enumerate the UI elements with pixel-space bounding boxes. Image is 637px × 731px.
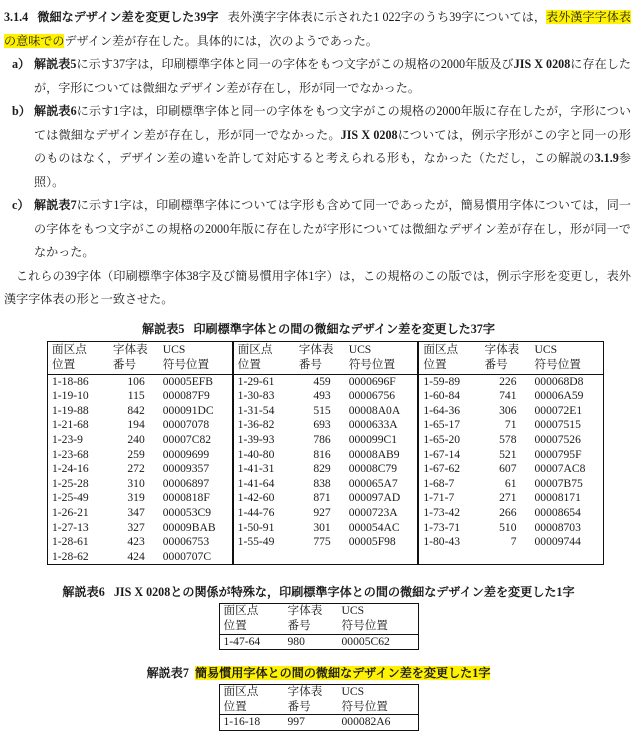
table-cell: 1-18-86: [52, 374, 89, 388]
table-row: [419, 521, 603, 536]
table-cell: 00009BAB: [162, 520, 216, 534]
ref-table5: 解説表5: [34, 57, 77, 71]
table-cell: 327: [127, 520, 145, 534]
list-body-b: [34, 100, 631, 194]
table-cell: 00005EFB: [162, 374, 213, 388]
list-body-a: [34, 53, 631, 100]
list-item: [0, 100, 637, 194]
table-row: [234, 477, 418, 492]
list-marker-b: b）: [12, 104, 31, 118]
table-cell: 106: [127, 374, 145, 388]
table6-header-col2-line2: 番号: [284, 619, 338, 634]
table6-header-col2-line1: 字体表: [287, 604, 323, 618]
table7-header-col2-line2: 番号: [284, 700, 338, 715]
table-cell: 00007AC8: [534, 462, 586, 476]
table6-header-col1-line1: 面区点: [223, 604, 259, 618]
table5-block-3: [418, 341, 604, 566]
table-cell: 347: [127, 506, 145, 520]
table6-header-col3-line1: UCS: [341, 604, 365, 618]
table-cell: 00007078: [162, 418, 210, 432]
intro-text-part1: 表外漢字字体表に示された1 022字のうち39字については，: [227, 10, 547, 24]
table-row: [48, 477, 232, 492]
table-cell: 00009744: [534, 535, 581, 549]
table-cell: 521: [499, 447, 517, 461]
table-cell: 00008C79: [348, 462, 398, 476]
table-cell: 1-25-49: [52, 491, 89, 505]
table-cell: 000053C9: [162, 506, 212, 520]
table-cell: 000097AD: [348, 491, 401, 505]
table-row: [419, 374, 603, 389]
table-cell: 1-27-13: [52, 520, 89, 534]
table-cell: 1-64-36: [423, 403, 461, 417]
table6-caption-text: JIS X 0208との関係が特殊な，印刷標準字体との間の微細なデザイン差を変更した1字: [113, 585, 575, 600]
table-cell: 00006897: [162, 476, 210, 490]
table-cell: 0000707C: [162, 549, 212, 563]
table-cell: 00006753: [162, 535, 210, 549]
table-cell: 842: [127, 403, 145, 417]
table-cell: 980: [287, 634, 305, 648]
table7-wrap: [0, 684, 637, 731]
table5-header-col3-line1: UCS: [534, 342, 558, 356]
table-cell: 259: [127, 447, 145, 461]
table-cell: 1-40-80: [237, 447, 275, 461]
table-cell: 000082A6: [341, 715, 391, 729]
table7-header-col2-line1: 字体表: [287, 685, 323, 699]
section-3-1-4-paragraph: [0, 0, 637, 53]
table-row: [48, 462, 232, 477]
table-cell: 1-26-21: [52, 506, 89, 520]
table5-header-col1-line1: 面区点: [52, 342, 87, 356]
table-cell: 115: [127, 389, 145, 403]
table-row-empty: [419, 550, 603, 565]
table-cell: 301: [313, 520, 331, 534]
ref-section-3-1-9: 3.1.9: [594, 151, 619, 165]
table-cell: 838: [313, 476, 331, 490]
table-cell: 000068D8: [534, 374, 584, 388]
item-b-text-1: に示す1字は，印刷標準字体と同一の字体をもつ文字がこの規格の2000年版に存在したが，字形については微細なデザイン差が存在し，形が同一でなかった。: [34, 104, 631, 142]
table-row: [234, 491, 418, 506]
table7-header-col1-line2: 位置: [220, 700, 284, 715]
table-cell: 319: [127, 491, 145, 505]
table-cell: 7: [510, 535, 517, 549]
table-row: [419, 462, 603, 477]
table-cell: 0000818F: [162, 491, 210, 505]
table-cell: 00007C82: [162, 433, 212, 447]
table-cell-empty: [419, 550, 476, 565]
table-cell-empty: [234, 550, 291, 565]
table-cell-empty: [476, 550, 530, 565]
table-row: [48, 389, 232, 404]
table6-body: [220, 634, 418, 649]
table-cell: 266: [499, 506, 517, 520]
list-item: [0, 53, 637, 100]
table-cell: 0000723A: [348, 506, 398, 520]
table7-body: [220, 715, 418, 730]
table5-band: [0, 341, 637, 566]
table-row: [234, 433, 418, 448]
table-cell: 00008654: [534, 506, 581, 520]
table5-header-col1-line2: 位置: [234, 357, 291, 374]
table-row: [419, 389, 603, 404]
section-number: 3.1.4: [4, 10, 29, 24]
table6-caption: [0, 583, 637, 601]
table-row: [220, 634, 418, 649]
table-cell: 1-41-64: [237, 476, 275, 490]
table-cell: 1-28-61: [52, 535, 89, 549]
table-cell: 0000795F: [534, 447, 582, 461]
table-cell: 306: [499, 403, 517, 417]
table-cell: 1-50-91: [237, 520, 275, 534]
table-cell: 1-31-54: [237, 403, 275, 417]
table-cell: 1-21-68: [52, 418, 89, 432]
table5-caption: [0, 320, 637, 338]
table-cell: 1-41-31: [237, 462, 275, 476]
table-row: [234, 535, 418, 550]
table-cell: 226: [499, 374, 517, 388]
item-c-text-1: に示す1字は，印刷標準字体については字形も含めて同一であったが，簡易慣用字体については，同一の字体をもつ文字がこの規格の2000年版に存在したが字形については微細なデザイン差が存在し，形が同一でなかった。: [34, 198, 631, 259]
table-cell: 1-68-7: [423, 476, 455, 490]
table-row: [234, 448, 418, 463]
table-cell: 000091DC: [162, 403, 214, 417]
table-cell: 1-65-20: [423, 433, 461, 447]
table-cell: 1-16-18: [223, 715, 261, 729]
table-row: [419, 506, 603, 521]
table-cell: 829: [313, 462, 331, 476]
table-cell: 1-29-61: [237, 374, 275, 388]
table5-header-col2-line1: 字体表: [298, 342, 334, 356]
table-row: [48, 506, 232, 521]
table5-block-2: [233, 341, 419, 566]
table5-header-col3-line2: 符号位置: [345, 357, 418, 374]
table-cell: 00007B75: [534, 476, 583, 490]
table-cell: 423: [127, 535, 145, 549]
table-cell: 816: [313, 447, 331, 461]
list-marker-a: a）: [12, 57, 31, 71]
ref-jis-x-0208: JIS X 0208: [513, 57, 571, 71]
list-item: [0, 194, 637, 265]
table5-header-col2-line2: 番号: [291, 357, 345, 374]
table6-wrap: [0, 603, 637, 650]
table-cell: 271: [499, 491, 517, 505]
table-cell: 000072E1: [534, 403, 583, 417]
table-cell: 1-24-16: [52, 462, 89, 476]
table-cell: 1-71-7: [423, 491, 455, 505]
table5-header-col2-line1: 字体表: [484, 342, 520, 356]
list-body-c: [34, 194, 631, 265]
table-cell: 1-60-84: [423, 389, 461, 403]
table5-block-1: [47, 341, 233, 566]
table-row: [48, 521, 232, 536]
table5-header-col3-line1: UCS: [348, 342, 372, 356]
table5-block-3-body: [419, 374, 603, 564]
table7-caption: [0, 664, 637, 682]
table-row: [234, 404, 418, 419]
table-cell: 00008A0A: [348, 403, 401, 417]
closing-paragraph: これらの39字体（印刷標準字体38字及び簡易慣用字体1字）は，この規格のこの版では，例示字形を変更し，表外漢字字体表の形と一致させた。: [4, 268, 631, 306]
table-cell: 1-30-83: [237, 389, 275, 403]
table-cell: 310: [127, 476, 145, 490]
table-cell: 515: [313, 403, 331, 417]
table-cell: 0000696F: [348, 374, 396, 388]
table-cell: 578: [499, 433, 517, 447]
intro-text-part2: デザイン差が存在した。具体的には，次のようであった。: [64, 33, 378, 48]
table5-header-col3-line1: UCS: [162, 342, 186, 356]
table7: [219, 684, 419, 731]
table-cell: 997: [287, 715, 305, 729]
table-cell: 1-42-60: [237, 491, 275, 505]
table7-header-col3-line1: UCS: [341, 685, 365, 699]
table-row: [234, 389, 418, 404]
table-cell: 1-28-62: [52, 549, 89, 563]
table5-header-col3-line2: 符号位置: [159, 357, 232, 374]
table-cell: 1-47-64: [223, 634, 261, 648]
table-cell: 1-59-89: [423, 374, 461, 388]
table-cell: 493: [313, 389, 331, 403]
table-cell: 607: [499, 462, 517, 476]
table-row: [48, 404, 232, 419]
table-cell: 1-67-14: [423, 447, 461, 461]
table-cell: 1-73-71: [423, 520, 461, 534]
table-row: [48, 418, 232, 433]
table-cell: 272: [127, 462, 145, 476]
table-cell: 00008703: [534, 520, 581, 534]
table-row: [234, 521, 418, 536]
ref-table6: 解説表6: [34, 104, 77, 118]
table-row: [419, 404, 603, 419]
table5-header-col2-line1: 字体表: [112, 342, 148, 356]
table5-block-1-body: [48, 374, 232, 564]
table-row: [48, 433, 232, 448]
ref-jis-x-0208: JIS X 0208: [340, 127, 398, 142]
section-title-count: 39字: [194, 10, 219, 24]
table5-header-col1-line2: 位置: [48, 357, 105, 374]
table-cell: 00009699: [162, 447, 210, 461]
table-row: [234, 506, 418, 521]
table-cell: 00008171: [534, 491, 581, 505]
table7-header-col3-line2: 符号位置: [338, 700, 418, 715]
table-cell: 1-39-93: [237, 433, 275, 447]
table-row: [419, 418, 603, 433]
table-cell: 1-19-10: [52, 389, 89, 403]
item-a-text-1: に示す37字は，印刷標準字体と同一の字体をもつ文字がこの規格の2000年版及び: [76, 57, 514, 71]
table-cell: 1-55-49: [237, 535, 275, 549]
table-row: [48, 491, 232, 506]
table-cell: 775: [313, 535, 331, 549]
table-row: [220, 715, 418, 730]
table5-header-col1-line1: 面区点: [423, 342, 459, 356]
table-cell: 1-73-42: [423, 506, 461, 520]
table-cell: 693: [313, 418, 331, 432]
table5-header-col1-line2: 位置: [419, 357, 476, 374]
table-cell: 1-23-9: [52, 433, 83, 447]
table-row: [419, 477, 603, 492]
table-cell: 1-80-43: [423, 535, 461, 549]
table-cell: 1-65-17: [423, 418, 461, 432]
table5-block-2-body: [234, 374, 418, 564]
table-cell: 00005F98: [348, 535, 396, 549]
table-cell: 00009357: [162, 462, 210, 476]
table-cell-empty: [345, 550, 418, 565]
table5-header-col2-line2: 番号: [476, 357, 530, 374]
table-cell: 1-67-62: [423, 462, 461, 476]
table-cell: 1-23-68: [52, 447, 89, 461]
table-row: [234, 374, 418, 389]
table-cell: 510: [499, 520, 517, 534]
table7-header-col1-line1: 面区点: [223, 685, 259, 699]
table5-caption-number: 解説表5: [142, 321, 185, 336]
table-cell: 1-19-88: [52, 403, 89, 417]
table-cell: 1-36-82: [237, 418, 275, 432]
table-cell: 741: [499, 389, 517, 403]
table-cell: 1-25-28: [52, 476, 89, 490]
section-title: 微細なデザイン差を変更した: [37, 10, 195, 24]
list-marker-c: c）: [12, 198, 30, 212]
table5-header-col1-line1: 面区点: [237, 342, 273, 356]
table-cell: 871: [313, 491, 331, 505]
table-cell: 00006A59: [534, 389, 584, 403]
table-cell: 000054AC: [348, 520, 400, 534]
table5-caption-text: 印刷標準字体との間の微細なデザイン差を変更した37字: [193, 321, 495, 336]
item-b-text-3: 参照）。: [34, 151, 631, 189]
table-cell: 000065A7: [348, 476, 398, 490]
table-row: [419, 433, 603, 448]
ref-table7: 解説表7: [34, 198, 77, 212]
table-row: [234, 418, 418, 433]
intro-highlight: 表外漢字字体表の意味での: [4, 10, 631, 48]
table-cell: 1-44-76: [237, 506, 275, 520]
table-row: [48, 448, 232, 463]
table-cell: 00007515: [534, 418, 581, 432]
table6-header-col3-line2: 符号位置: [338, 619, 418, 634]
table-cell: 240: [127, 433, 145, 447]
table-row: [419, 448, 603, 463]
table-row: [48, 374, 232, 389]
table-cell-empty: [291, 550, 345, 565]
table-cell: 786: [313, 433, 331, 447]
table-cell: 0000633A: [348, 418, 398, 432]
table-cell: 00006756: [348, 389, 396, 403]
item-a-text-2: に存在したが，字形については微細なデザイン差が存在し，形が同一でなかった。: [34, 57, 631, 95]
table-row-empty: [234, 550, 418, 565]
table-cell: 00007526: [534, 433, 581, 447]
table6-caption-number: 解説表6: [62, 585, 105, 600]
table-cell: 61: [504, 476, 517, 490]
table-cell: 000099C1: [348, 433, 398, 447]
table-cell-empty: [531, 550, 604, 565]
table-cell: 000087F9: [162, 389, 210, 403]
table6: [219, 603, 419, 650]
table-row: [419, 535, 603, 550]
table-row: [419, 491, 603, 506]
item-b-text-2: については，例示字形がこの字と同一の形のものはなく，デザイン差の違いを許して対応すると考えられる形も，なかった（ただし，この解説の: [34, 127, 632, 165]
table-row: [234, 462, 418, 477]
table5-header-col2-line2: 番号: [105, 357, 159, 374]
table7-caption-number: 解説表7: [146, 666, 189, 681]
table6-header-col1-line2: 位置: [220, 619, 284, 634]
table-cell: 459: [313, 374, 331, 388]
table-cell: 927: [313, 506, 331, 520]
table5-header-col3-line2: 符号位置: [531, 357, 604, 374]
table-cell: 00005C62: [341, 634, 390, 648]
table-cell: 194: [127, 418, 145, 432]
table-row: [48, 535, 232, 550]
table-row: [48, 550, 232, 565]
table-cell: 71: [504, 418, 517, 432]
table-cell: 00008AB9: [348, 447, 400, 461]
table-cell: 424: [127, 549, 145, 563]
table7-caption-text: 簡易慣用字体との間の微細なデザイン差を変更した1字: [194, 666, 491, 681]
